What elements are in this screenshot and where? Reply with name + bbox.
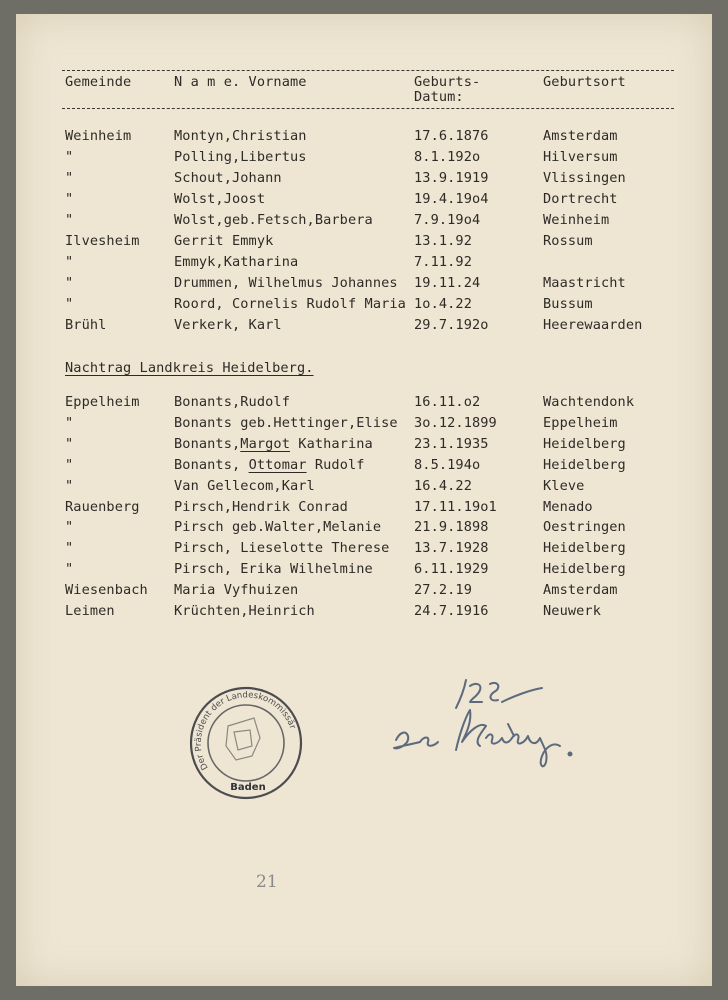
cell-gemeinde: ": [65, 296, 74, 312]
cell-datum: 17.6.1876: [414, 128, 489, 144]
cell-ort: Rossum: [543, 233, 593, 249]
cell-gemeinde: ": [65, 212, 74, 228]
cell-gemeinde: ": [65, 456, 74, 473]
cell-datum: 16.4.22: [414, 477, 472, 494]
cell-gemeinde: ": [65, 540, 74, 557]
cell-ort: Bussum: [543, 296, 593, 312]
col-header-name: N a m e. Vorname: [174, 74, 307, 90]
cell-ort: Vlissingen: [543, 170, 626, 186]
cell-ort: Weinheim: [543, 212, 610, 228]
cell-datum: 21.9.1898: [414, 519, 489, 536]
cell-ort: Amsterdam: [543, 582, 618, 599]
col-header-datum-line2: Datum:: [414, 89, 464, 105]
cell-gemeinde: ": [65, 254, 74, 270]
cell-name: Pirsch,Hendrik Conrad: [174, 498, 348, 515]
cell-name: Van Gellecom,Karl: [174, 477, 315, 494]
cell-name: Wolst,Joost: [174, 191, 266, 207]
page-mark: 21: [256, 872, 278, 892]
stamp-arc-text: Der Präsident der Landeskommissär: [193, 690, 298, 772]
cell-gemeinde: ": [65, 149, 74, 165]
cell-ort: Neuwerk: [543, 603, 601, 619]
cell-gemeinde: Ilvesheim: [65, 233, 140, 249]
cell-datum: 16.11.o2: [414, 394, 481, 410]
cell-gemeinde: ": [65, 414, 74, 431]
cell-name: Maria Vyfhuizen: [174, 582, 299, 599]
signature-initial-mark: 28/: [390, 672, 392, 673]
cell-datum: 19.4.19o4: [414, 191, 489, 207]
cell-name: Krüchten,Heinrich: [174, 603, 315, 619]
header-top-rule: [62, 70, 674, 71]
col-header-ort: Geburtsort: [543, 74, 626, 90]
cell-gemeinde: ": [65, 275, 74, 291]
cell-name: Drummen, Wilhelmus Johannes: [174, 275, 398, 291]
cell-name: Pirsch, Erika Wilhelmine: [174, 561, 373, 578]
cell-ort: Wachtendonk: [543, 394, 635, 410]
cell-gemeinde: Weinheim: [65, 128, 132, 144]
cell-datum: 8.1.192o: [414, 149, 481, 165]
underlined-first-name: Margot: [240, 435, 290, 452]
cell-ort: Dortrecht: [543, 191, 618, 207]
cell-ort: Heidelberg: [543, 561, 626, 578]
cell-gemeinde: ": [65, 435, 74, 452]
cell-name: Bonants, Ottomar Rudolf: [174, 456, 365, 473]
cell-datum: 13.7.1928: [414, 540, 489, 557]
cell-gemeinde: Eppelheim: [65, 394, 140, 410]
cell-datum: 1o.4.22: [414, 296, 472, 312]
cell-name: Pirsch, Lieselotte Therese: [174, 540, 390, 557]
cell-ort: Hilversum: [543, 149, 618, 165]
cell-ort: Maastricht: [543, 275, 626, 291]
cell-gemeinde: Wiesenbach: [65, 582, 148, 599]
cell-datum: 23.1.1935: [414, 435, 489, 452]
cell-ort: Eppelheim: [543, 414, 618, 431]
cell-name: Pirsch geb.Walter,Melanie: [174, 519, 382, 536]
cell-name: Gerrit Emmyk: [174, 233, 274, 249]
cell-gemeinde: Brühl: [65, 317, 107, 333]
cell-datum: 17.11.19o1: [414, 498, 497, 515]
cell-datum: 7.11.92: [414, 254, 472, 270]
cell-datum: 13.9.1919: [414, 170, 489, 186]
col-header-datum-line1: Geburts-: [414, 74, 481, 90]
cell-name: Bonants geb.Hettinger,Elise: [174, 414, 398, 431]
cell-datum: 27.2.19: [414, 582, 472, 599]
stamp-bottom-text: Baden: [230, 782, 266, 793]
cell-datum: 19.11.24: [414, 275, 481, 291]
cell-datum: 8.5.194o: [414, 456, 481, 473]
cell-ort: Amsterdam: [543, 128, 618, 144]
cell-gemeinde: Leimen: [65, 603, 115, 619]
cell-ort: Heidelberg: [543, 456, 626, 473]
cell-name: Wolst,geb.Fetsch,Barbera: [174, 212, 373, 228]
cell-name: Montyn,Christian: [174, 128, 307, 144]
cell-datum: 7.9.19o4: [414, 212, 481, 228]
cell-name: Verkerk, Karl: [174, 317, 282, 333]
cell-name: Polling,Libertus: [174, 149, 307, 165]
handwritten-signature: [390, 672, 590, 787]
cell-ort: Heerewaarden: [543, 317, 643, 333]
cell-ort: Heidelberg: [543, 435, 626, 452]
cell-gemeinde: ": [65, 170, 74, 186]
cell-datum: 13.1.92: [414, 233, 472, 249]
col-header-gemeinde: Gemeinde: [65, 74, 132, 90]
cell-gemeinde: ": [65, 561, 74, 578]
cell-ort: Oestringen: [543, 519, 626, 536]
cell-name: Roord, Cornelis Rudolf Maria: [174, 296, 406, 312]
cell-gemeinde: ": [65, 519, 74, 536]
cell-gemeinde: ": [65, 191, 74, 207]
underlined-first-name: Ottomar: [248, 456, 307, 473]
cell-ort: Heidelberg: [543, 540, 626, 557]
cell-gemeinde: Rauenberg: [65, 498, 140, 515]
cell-ort: Kleve: [543, 477, 585, 494]
cell-name: Schout,Johann: [174, 170, 282, 186]
cell-name: Bonants,Rudolf: [174, 394, 290, 410]
official-stamp: [188, 686, 308, 809]
cell-datum: 6.11.1929: [414, 561, 489, 578]
cell-datum: 3o.12.1899: [414, 414, 497, 431]
cell-name: Bonants,Margot Katharina: [174, 435, 373, 452]
section-title: Nachtrag Landkreis Heidelberg.: [65, 360, 314, 376]
cell-datum: 24.7.1916: [414, 603, 489, 619]
header-bottom-rule: [62, 108, 674, 109]
cell-name: Emmyk,Katharina: [174, 254, 299, 270]
cell-datum: 29.7.192o: [414, 317, 489, 333]
cell-ort: Menado: [543, 498, 593, 515]
cell-gemeinde: ": [65, 477, 74, 494]
